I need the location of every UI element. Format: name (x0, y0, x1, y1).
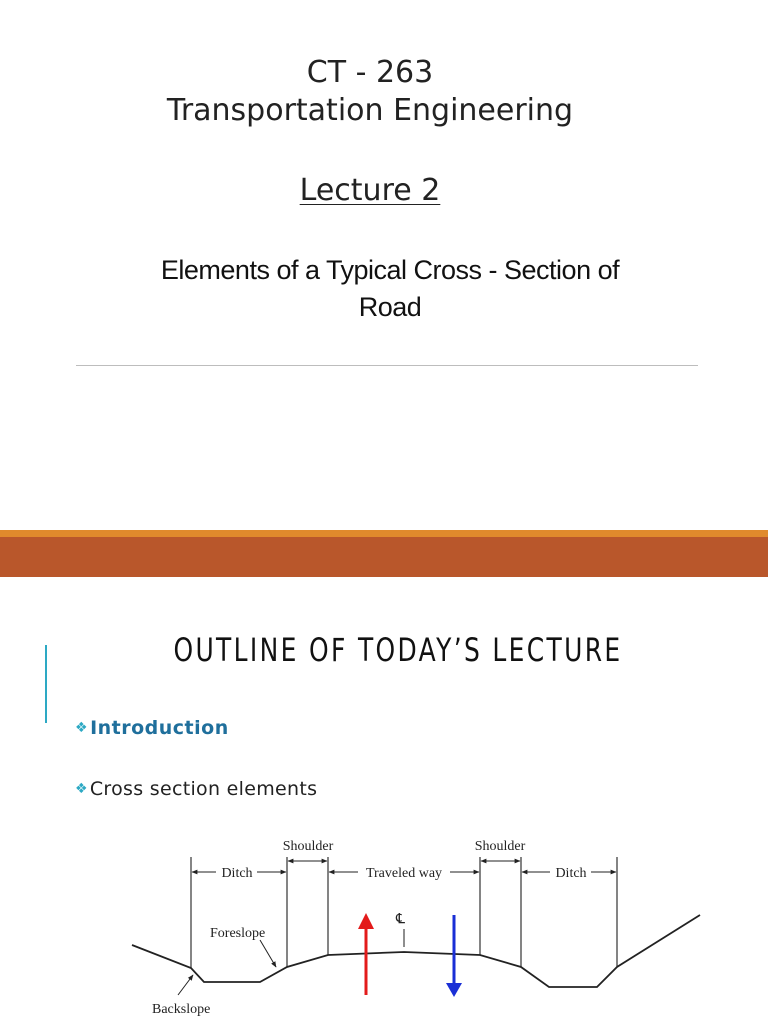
lecture-number (0, 172, 740, 210)
label-shoulder-left: Shoulder (282, 839, 334, 854)
slide-separator-band (0, 537, 768, 577)
bullet-introduction (75, 716, 229, 740)
course-code: CT - 263 (306, 55, 434, 90)
label-shoulder-right: Shoulder (474, 839, 526, 854)
label-foreslope: Foreslope (210, 926, 266, 941)
accent-bar (45, 645, 47, 723)
bullet-label: Introduction (90, 717, 229, 739)
topic-line-1: Elements of a Typical Cross - Section of (160, 255, 620, 285)
down-direction-arrow (446, 915, 462, 997)
diamond-bullet-icon: ❖ (75, 720, 89, 736)
course-title: Transportation Engineering (166, 93, 574, 128)
lecture-topic (120, 252, 660, 326)
topic-line-2: Road (358, 292, 422, 322)
label-centerline: ℄ (396, 912, 405, 927)
label-ditch-right: Ditch (555, 866, 587, 881)
diamond-bullet-icon: ❖ (75, 781, 88, 797)
label-ditch-left: Ditch (221, 866, 253, 881)
backslope-leader (178, 975, 193, 995)
divider-line (76, 365, 698, 366)
lecture-number-text: Lecture 2 (299, 173, 441, 208)
bullet-label: Cross section elements (89, 778, 318, 800)
foreslope-leader (260, 940, 276, 967)
slide-separator-band-top (0, 530, 768, 537)
outline-title: OUTLINE OF TODAY’S LECTURE (173, 631, 623, 669)
bullet-cross-section-elements (75, 777, 317, 801)
cross-section-diagram (120, 825, 720, 1024)
label-traveled-way: Traveled way (365, 866, 443, 881)
label-backslope: Backslope (152, 1002, 211, 1017)
